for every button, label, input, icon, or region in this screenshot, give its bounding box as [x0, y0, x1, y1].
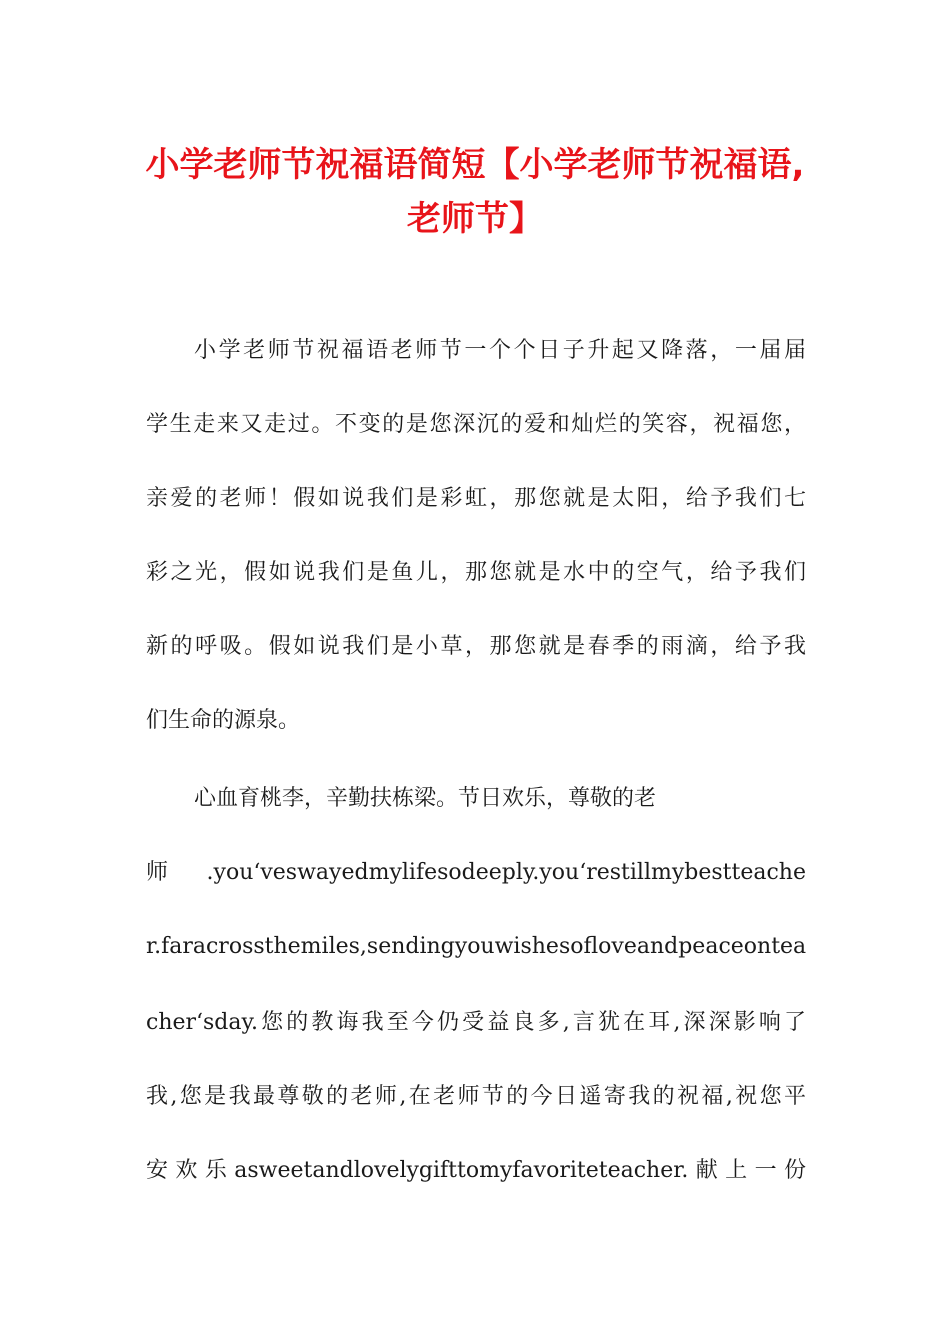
- paragraph-1-line-3: 亲爱的老师！假如说我们是彩虹，那您就是太阳，给予我们七: [146, 486, 806, 511]
- paragraph-2-line-6: 安欢乐asweetandlovelygifttomyfavoriteteacher.献上一份: [146, 1158, 806, 1183]
- paragraph-1-line-1: 小学老师节祝福语老师节一个个日子升起又降落，一届届: [194, 338, 806, 363]
- paragraph-2-line-5: 我,您是我最尊敬的老师,在老师节的今日遥寄我的祝福,祝您平: [146, 1084, 806, 1109]
- paragraph-1-line-6: 们生命的源泉。: [146, 708, 301, 733]
- title-line-1: 小学老师节祝福语简短【小学老师节祝福语,: [145, 145, 805, 185]
- paragraph-2-line-3: r.faracrossthemiles,sendingyouwishesofloveandpeaceontea: [146, 934, 807, 959]
- paragraph-1-line-5: 新的呼吸。假如说我们是小草，那您就是春季的雨滴，给予我: [146, 634, 806, 659]
- title-line-2: 老师节】: [407, 199, 543, 239]
- paragraph-1-line-4: 彩之光，假如说我们是鱼儿，那您就是水中的空气，给予我们: [146, 560, 806, 585]
- paragraph-2-line-4: cher‘sday.您的教诲我至今仍受益良多,言犹在耳,深深影响了: [146, 1010, 806, 1035]
- paragraph-2-line-2: 师.you‘veswayedmylifesodeeply.you‘restillmybestteache: [146, 860, 806, 885]
- document-title: [100, 138, 850, 246]
- paragraph-2-line-1: 心血育桃李，辛勤扶栋梁。节日欢乐，尊敬的老: [194, 786, 657, 811]
- paragraph-1-line-2: 学生走来又走过。不变的是您深沉的爱和灿烂的笑容，祝福您，: [146, 412, 806, 437]
